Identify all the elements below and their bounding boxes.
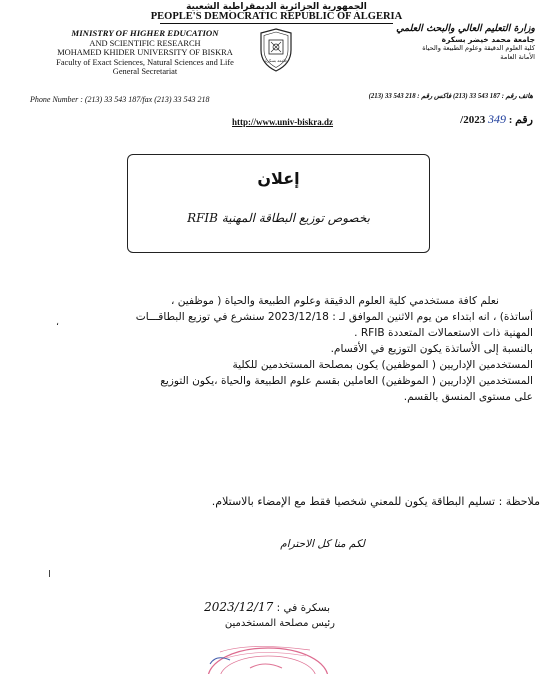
ministry-arabic: وزارة التعليم العالي والبحث العلمي (396, 23, 535, 34)
announcement-box (127, 154, 430, 253)
signature-date: 2023/12/17 (204, 600, 274, 614)
body-line: المستخدمين الإداريين ( الموظفين) العاملين بقسم علوم الطبيعة والحياة ،يكون التوزيع (160, 375, 533, 387)
body-line: على مستوى المنسق بالقسم. (403, 391, 533, 403)
header-left-block (30, 29, 260, 77)
faculty-english: Faculty of Exact Sciences, Natural Sciences and Life (56, 57, 234, 67)
university-english: MOHAMED KHIDER UNIVERSITY OF BISKRA (57, 48, 233, 57)
phone-english: Phone Number : (213) 33 543 187/fax (213) 33 543 218 (30, 95, 210, 104)
signature-title: رئيس مصلحة المستخدمين (224, 618, 335, 629)
official-stamp (190, 638, 330, 674)
body-line: نعلم كافة مستخدمي كلية العلوم الدقيقة وعلوم الطبيعة والحياة ( موظفين ، (170, 295, 499, 307)
announcement-title: إعلان (257, 169, 300, 188)
secretariat-arabic: الأمانة العامة (500, 53, 535, 61)
university-arabic: جامعة محمد خيضر بسكرة (441, 35, 535, 44)
republic-arabic: الجمهورية الجزائرية الديمقراطية الشعبية (186, 2, 367, 12)
stray-mark (49, 570, 50, 577)
signature-place: بسكرة في : (276, 602, 330, 614)
signature-date-line (200, 600, 330, 614)
body-line: بالنسبة إلى الأساتذة يكون التوزيع في الأقسام. (330, 343, 533, 355)
reference-handwritten-number: 349 (487, 112, 506, 126)
ministry-english: MINISTRY OF HIGHER EDUCATION (71, 28, 219, 38)
university-logo (258, 28, 294, 72)
body-line: المهنية ذات الاستعمالات المتعددة RFIB . (354, 327, 533, 339)
research-english: AND SCIENTIFIC RESEARCH (89, 38, 201, 48)
logo-caption: جامعة بسكرة (264, 58, 288, 63)
university-url[interactable]: http://www.univ-biskra.dz (232, 117, 334, 127)
secretariat-english: General Secretariat (112, 67, 178, 76)
reference-label: رقم : (508, 114, 533, 126)
faculty-arabic: كلية العلوم الدقيقة وعلوم الطبيعة والحياة (422, 44, 535, 52)
reference-year: 2023/ (460, 114, 486, 126)
note-line: ملاحظة : تسليم البطاقة يكون للمعني شخصيا فقط مع الإمضاء بالاستلام. (211, 495, 540, 508)
announcement-body (28, 293, 533, 405)
body-line: أساتذة) ، انه ابتداء من يوم الاثنين الموافق لـ : 2023/12/18 سنشرع في توزيع البطاقـــات (135, 311, 533, 323)
republic-english: PEOPLE'S DEMOCRATIC REPUBLIC OF ALGERIA (150, 11, 403, 22)
header-right-block (375, 22, 535, 62)
regards-line: لكم منا كل الاحترام (280, 538, 365, 550)
header-divider (160, 23, 393, 24)
body-line: المستخدمين الإداريين ( الموظفين) يكون بمصلحة المستخدمين للكلية (232, 359, 533, 371)
announcement-subtitle: بخصوص توزيع البطاقة المهنية RFIB (187, 211, 370, 225)
stray-comma: ، (56, 318, 59, 328)
phone-arabic: هاتف رقم : 187 543 33 (213) فاكس رقم : 218 543 33 (213) (368, 93, 533, 100)
reference-number (460, 112, 533, 127)
